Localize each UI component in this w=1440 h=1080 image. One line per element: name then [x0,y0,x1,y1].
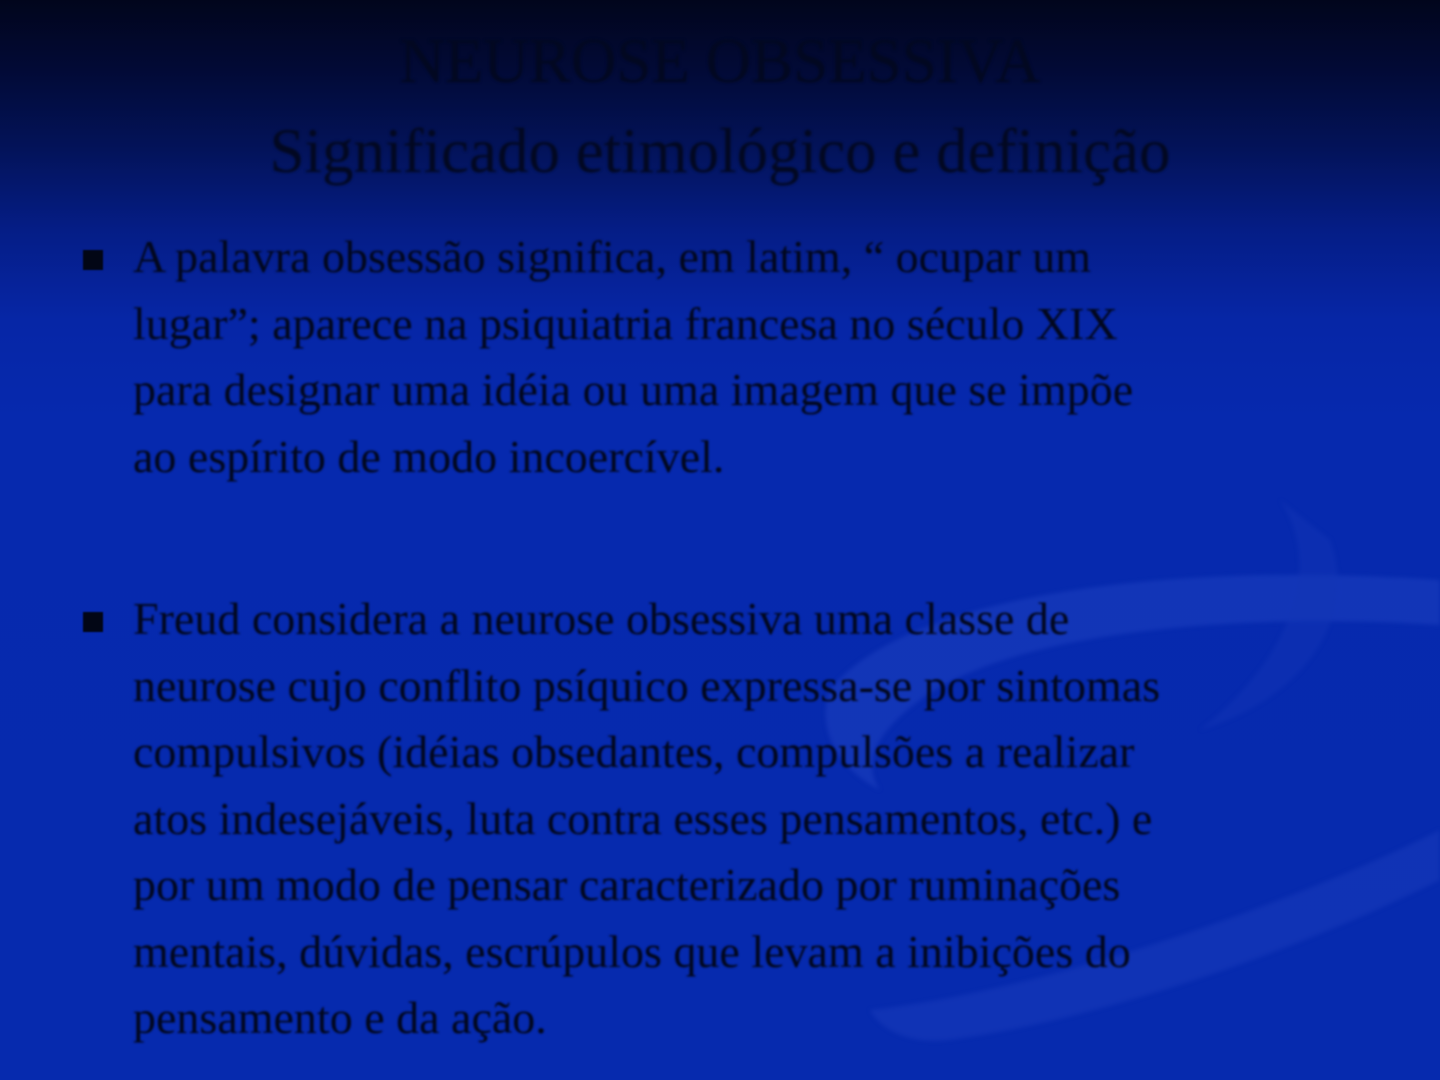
bullet-line: neurose cujo conflito psíquico expressa-se por sintomas [133,659,1161,711]
bullet-line: para designar uma idéia ou uma imagem que se impõe [133,364,1134,415]
bullet-line: compulsivos (idéias obsedantes, compulsões a realizar [133,726,1135,777]
bullet-line: Freud considera a neurose obsessiva uma classe de [133,593,1070,644]
slide-title: NEUROSE OBSESSIVA [399,26,1041,96]
slide-subtitle: Significado etimológico e definição [269,116,1171,186]
bullet-line: ao espírito de modo incoercível. [133,430,725,482]
bullet-line: por um modo de pensar caracterizado por ruminações [133,859,1121,910]
bullet-line: mentais, dúvidas, escrúpulos que levam a inibições do [133,925,1131,977]
bullet-line: pensamento e da ação. [133,992,547,1043]
bullet-line: atos indesejáveis, luta contra esses pensamentos, etc.) e [133,792,1153,844]
bullet-text [133,224,1373,490]
bullet-line: lugar”; aparece na psiquiatria francesa no século XIX [133,297,1118,349]
square-bullet-icon [83,612,103,632]
square-bullet-icon [83,250,103,270]
bullet-text [133,586,1373,1052]
bullet-line: A palavra obsessão significa, em latim, “ ocupar um [133,231,1092,282]
